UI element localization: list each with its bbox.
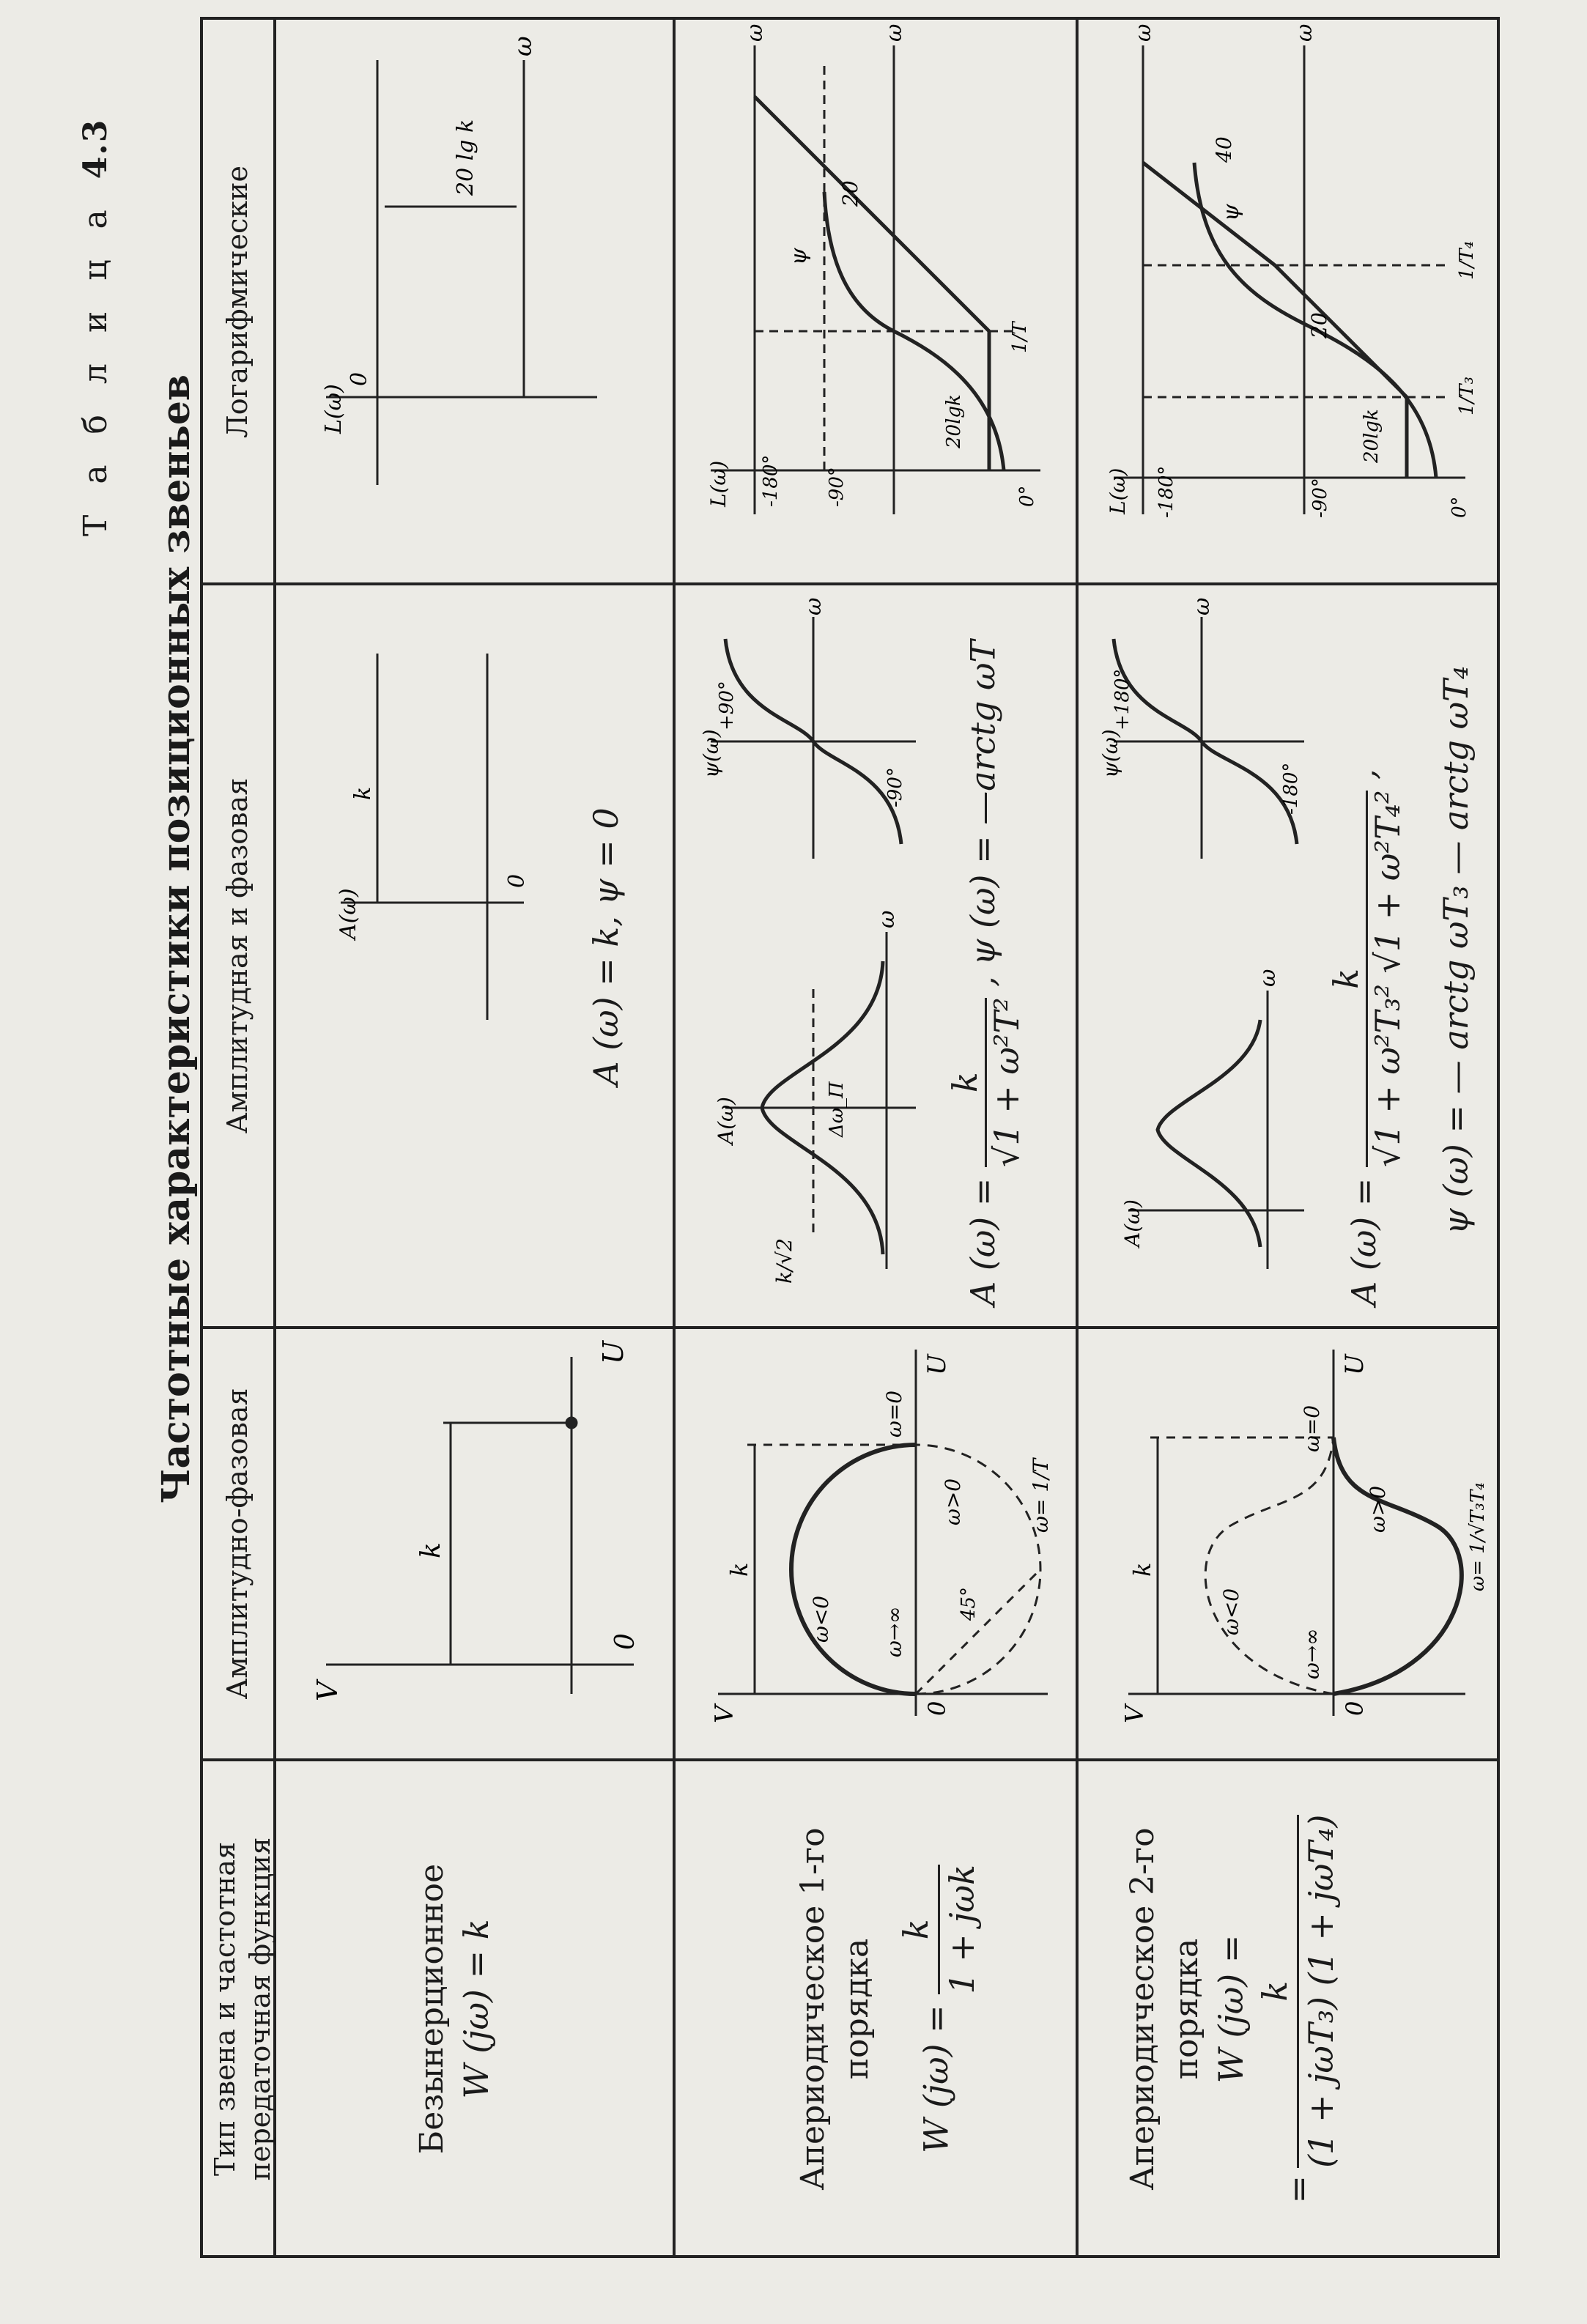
- row2-name-2: порядка: [838, 1938, 876, 2080]
- row3-nyq-weq0: ω=0: [1300, 1405, 1324, 1452]
- row2-tf-lhs: W (jω) =: [916, 2005, 956, 2154]
- table-number: 4.3: [77, 118, 114, 180]
- row3-type: [1121, 1767, 1343, 2251]
- row3-log-20: 20: [1307, 312, 1331, 338]
- header-amp-phase: Амплитудная и фазовая: [221, 777, 254, 1134]
- page-title: Частотные характеристики позиционных звеньев: [154, 374, 199, 1503]
- row3-nyq-k: k: [1128, 1562, 1156, 1577]
- row1-log-plot: [282, 23, 667, 573]
- row3-nyquist-plot: [1084, 1335, 1495, 1745]
- row2-log-plot: [681, 23, 1070, 573]
- row3-log-plot: [1084, 23, 1495, 573]
- header-log: Логарифмические: [221, 166, 254, 438]
- row3-amp-num: k: [1326, 791, 1368, 1167]
- row3-ph-p180: +180°: [1111, 668, 1133, 730]
- row3-log-20lgk: 20lgk: [1361, 409, 1383, 463]
- header-type: Тип звена и частотная передаточная функция: [209, 1837, 276, 2181]
- row2-amp-formula: [945, 595, 1026, 1306]
- row3-log-omega-top: ω: [1131, 23, 1156, 42]
- row2-log-m180: -180°: [760, 454, 782, 507]
- row1-amp-plot: [282, 591, 546, 1313]
- row2-nyquist-plot: [681, 1335, 1070, 1745]
- row3-nyq-wgt0: ω>0: [1366, 1485, 1390, 1533]
- row3-amp-curve: [1158, 1020, 1260, 1247]
- row2-log-omega-top: ω: [742, 23, 768, 42]
- row2-amp-ksqrt2: k/√2: [772, 1237, 796, 1284]
- row2-nyq-V: V: [710, 1705, 739, 1723]
- row3-log-omega-bot: ω: [1292, 23, 1317, 42]
- row1-nyq-k: k: [416, 1542, 446, 1558]
- row3-nyq-lower: [1333, 1437, 1462, 1694]
- row3-log-L: L(ω): [1106, 467, 1130, 514]
- row1-nyquist-plot: [282, 1335, 667, 1745]
- row2-amp-num: k: [945, 998, 987, 1167]
- row3-name-1: Апериодическое 2-го: [1124, 1827, 1161, 2191]
- row2-name-1: Апериодическое 1-го: [794, 1827, 832, 2191]
- row3-nyq-winf: ω→∞: [1300, 1628, 1324, 1679]
- row2-tf: [894, 1767, 984, 2251]
- row2-log-20: 20: [838, 180, 862, 207]
- row2-log-slope: [755, 97, 989, 331]
- row3-nyq-wlt0: ω<0: [1219, 1588, 1243, 1635]
- row2-log-L: L(ω): [706, 460, 730, 507]
- row1-nyq-zero: 0: [610, 1633, 640, 1650]
- row2-ph-psi: ψ(ω): [699, 729, 723, 778]
- row3-tf-lhs: W (jω) =: [1211, 1934, 1251, 2084]
- row1-name: Безынерционное: [413, 1863, 451, 2155]
- row2-tf-den: 1 + jωk: [942, 1864, 982, 1994]
- row2-nyq-w1T: ω= 1/T: [1029, 1458, 1053, 1533]
- row3-nyq-V: V: [1120, 1705, 1150, 1723]
- row3-tf: [1253, 1767, 1343, 2251]
- row2-nyq-U: U: [922, 1354, 952, 1375]
- row2-nyq-winf: ω→∞: [882, 1606, 906, 1657]
- row2-amp-dw: Δω_П: [826, 1081, 848, 1137]
- row3-phase-formula: ψ (ω) = — arctg ωT₃ — arctg ωT₄: [1436, 665, 1476, 1235]
- row1-nyq-U: U: [597, 1340, 629, 1364]
- row2-nyq-wlt0: ω<0: [809, 1595, 833, 1643]
- row2-amp-den: √1 + ω²T²: [987, 997, 1026, 1167]
- row1-log-omega: ω: [508, 36, 538, 56]
- row1-transfer-function: W (jω) = k: [456, 1919, 496, 2099]
- row2-phase-plot: [681, 595, 931, 888]
- row3-amp-omega: ω: [1255, 969, 1281, 987]
- row2-log-psi: ψ: [786, 248, 812, 265]
- row2-log-m90-label: -90°: [826, 467, 848, 507]
- row3-tf-eq: =: [1278, 2175, 1318, 2204]
- row2-amp-A: A(ω): [714, 1097, 738, 1144]
- table-label-text: Т а б л и ц а: [77, 199, 114, 536]
- row2-tf-num: k: [894, 1865, 940, 1994]
- row3-amp-comma: ,: [1344, 769, 1384, 780]
- row2-nyq-k: k: [725, 1562, 753, 1577]
- row3-ph-omega: ω: [1189, 597, 1215, 615]
- row2-ph-m90: -90°: [884, 767, 906, 807]
- row2-log-0deg: 0°: [1016, 485, 1038, 507]
- row2-type: [791, 1767, 984, 2251]
- row3-log-m90-label: -90°: [1309, 478, 1331, 518]
- row3-amp-lhs: A (ω) =: [1344, 1177, 1384, 1306]
- row3-nyq-w1T34: ω= 1/√T₃T₄: [1467, 1482, 1489, 1591]
- row1-type: [410, 1767, 498, 2251]
- row1-amp-k: k: [350, 786, 376, 800]
- row3-name-2: порядка: [1168, 1938, 1205, 2080]
- row2-log-20lgk: 20lgk: [943, 394, 965, 448]
- row3-nyq-U: U: [1340, 1354, 1369, 1375]
- row3-tf-num: k: [1253, 1815, 1299, 2168]
- row2-log-1T: 1/T: [1009, 322, 1031, 353]
- row3-log-psi: ψ: [1218, 204, 1244, 221]
- row3-amp-plot: [1084, 947, 1319, 1313]
- row1-nyq-V: V: [311, 1681, 344, 1701]
- row3-log-1T4: 1/T₄: [1456, 240, 1478, 280]
- row1-amp-A: A(ω): [336, 888, 361, 939]
- row2-nyq-wgt0: ω>0: [941, 1478, 965, 1525]
- row1-log-20lgk: 20 lg k: [453, 119, 478, 196]
- row1-amp-formula: A (ω) = k, ψ = 0: [586, 807, 626, 1086]
- row1-log-L: L(ω): [321, 384, 347, 434]
- row3-phase-plot: [1084, 595, 1319, 888]
- row2-nyq-weq0: ω=0: [882, 1390, 906, 1437]
- row2-ph-p90: +90°: [716, 681, 738, 730]
- row2-nyq-45: 45°: [958, 1586, 980, 1621]
- row1-log-zero: 0: [347, 371, 372, 386]
- row2-ph-omega: ω: [801, 597, 826, 615]
- row2-amp-lhs: A (ω) =: [963, 1177, 1003, 1306]
- row1-nyq-point: [566, 1418, 577, 1428]
- row2-amp-omega: ω: [874, 910, 900, 928]
- row2-log-omega-bot: ω: [881, 23, 907, 42]
- row1-amp-zero: 0: [504, 873, 530, 888]
- row2-amp-plot: [681, 903, 931, 1313]
- row2-nyq-upper-semi: [916, 1445, 1040, 1694]
- row3-amp-formula: [1326, 595, 1407, 1306]
- row3-ph-m180: -180°: [1280, 762, 1302, 815]
- row3-log-m180: -180°: [1155, 465, 1177, 518]
- row2-nyq-zero: 0: [923, 1701, 951, 1716]
- row3-tf-den: (1 + jωT₃) (1 + jωT₄): [1301, 1814, 1341, 2168]
- row3-log-40: 40: [1212, 136, 1236, 163]
- row3-ph-psi: ψ(ω): [1098, 729, 1122, 778]
- row3-log-1T3: 1/T₃: [1456, 376, 1478, 415]
- header-nyquist: Амплитудно-фазовая: [221, 1388, 254, 1700]
- row3-log-0deg: 0°: [1449, 496, 1471, 518]
- row3-amp-den: √1 + ω²T₃² √1 + ω²T₄²: [1368, 790, 1407, 1167]
- row2-phase-formula: , ψ (ω) = —arctg ωT: [963, 640, 1003, 987]
- row3-nyq-zero: 0: [1341, 1701, 1369, 1716]
- row3-log-slope2: [1143, 163, 1275, 265]
- row3-amp-A: A(ω): [1120, 1199, 1144, 1247]
